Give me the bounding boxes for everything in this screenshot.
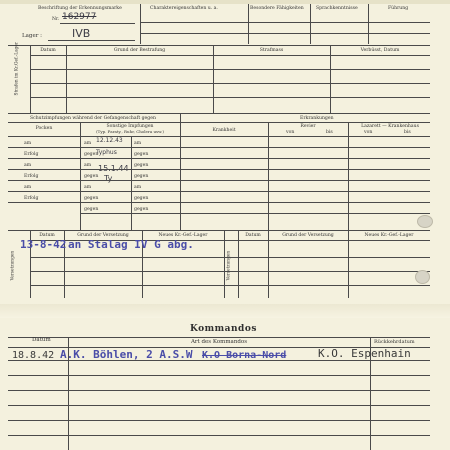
kommandos-rule-2 (8, 375, 430, 376)
vers-col-grund-right: Grund der Versetzung (282, 233, 334, 238)
impfungen-title: Schutzimpfungen während der Gefangenschaft gegen (30, 116, 156, 121)
col-laz-bis: bis (404, 130, 411, 135)
vers-col-grund-left: Grund der Versetzung (77, 233, 129, 238)
nr-value: 162977 (62, 12, 97, 22)
kommandos-rule-1 (8, 360, 430, 361)
strafen-col-datum: Datum (40, 48, 56, 53)
sonstige-am-5: am (134, 185, 142, 190)
versetzungen-top-rule (8, 230, 430, 231)
sonstige-am-3: am (84, 185, 92, 190)
pocken-row-2: Erfolg (24, 152, 39, 157)
faehigkeiten-label: Besondere Fähigkeiten (250, 6, 304, 11)
impf-rule-2 (8, 158, 430, 159)
col-sonstige: Sonstige Impfungen (106, 124, 154, 129)
sonstige-gegen-3: gegen (84, 196, 99, 201)
header-divider-2 (248, 4, 249, 44)
vers-rule-2 (30, 271, 430, 272)
impf-rule-7 (80, 213, 430, 214)
impfungen-top-rule (8, 113, 430, 114)
sonstige-gegen-8: gegen (134, 196, 149, 201)
col-revier-bis: bis (326, 130, 333, 135)
pocken-row-1: am (24, 141, 32, 146)
punch-hole-top (417, 215, 433, 228)
impf-entry-4: Ty (104, 174, 113, 183)
impf-entry-1: 12.12.43 (96, 137, 123, 144)
sonstige-gegen-4: gegen (84, 207, 99, 212)
sonstige-am-1: am (84, 141, 92, 146)
card-fold (0, 304, 450, 318)
impf-rule-3 (8, 169, 430, 170)
strafen-row-1 (30, 55, 430, 56)
impf-rule-4 (8, 180, 430, 181)
vers-col-lager-right: Neues Kr.-Gef.-Lager (364, 233, 414, 238)
vers-rule-1 (30, 257, 430, 258)
col-laz-von: von (364, 130, 373, 135)
vers-col-lager-left: Neues Kr.-Gef.-Lager (158, 233, 208, 238)
kommandos-rule-4 (8, 405, 430, 406)
impfungen-subrule (8, 122, 430, 123)
header-divider-4 (368, 4, 369, 44)
impf-head-rule (8, 136, 430, 137)
kommandos-col-art: Art des Kommandos (190, 339, 248, 345)
erkennungsmarke-label: Beschriftung der Erkennungsmarke (38, 6, 122, 11)
header-line-2 (140, 33, 430, 34)
strafen-col-strafmass: Strafmass (259, 48, 284, 53)
kommandos-col-rueckkehr: Rückkehrdatum (374, 339, 415, 345)
sonstige-am-4: am (134, 141, 142, 146)
versetzungen-side-label-right: Versetzungen (226, 250, 232, 281)
header-divider-3 (310, 4, 311, 44)
nr-underline (60, 23, 135, 24)
strafen-row-4 (30, 97, 430, 98)
vers-entry-text: an Stalag IV G abg. (68, 238, 194, 251)
strafen-row-3 (30, 83, 430, 84)
strafen-side-label: Strafen im Kr.Gef.-Lager (14, 41, 20, 96)
lager-value: IVB (72, 27, 91, 40)
col-pocken: Pocken (35, 126, 53, 131)
sonstige-gegen-1: gegen (84, 152, 99, 157)
kommandos-entry-date: 18.8.42 (12, 350, 55, 361)
col-krankheit: Krankheit (212, 128, 236, 133)
lager-underline (48, 40, 135, 41)
col-lazarett: Lazarett — Krankenhaus (361, 124, 419, 129)
kommandos-entry-right: K.O. Espenhain (318, 347, 411, 360)
header-divider-1 (140, 4, 141, 44)
fuehrung-label: Führung (388, 6, 409, 11)
pocken-row-6: Erfolg (24, 196, 39, 201)
strafen-row-2 (30, 69, 430, 70)
kommandos-col-datum: Datum (32, 337, 51, 343)
pocken-row-3: am (24, 163, 32, 168)
charaktereigenschaften-label: Charaktereigenschaften u. a. (150, 6, 218, 11)
kommandos-top-rule (8, 337, 430, 338)
kommandos-title: Kommandos (190, 324, 257, 334)
pocken-row-5: am (24, 185, 32, 190)
strafen-top-rule (8, 45, 430, 46)
impf-entry-2: Typhus (96, 149, 117, 156)
strafen-col-verbuesst: Verbüsst, Datum (360, 48, 400, 53)
kommandos-entry-struck: K.O Borna-Nord (202, 350, 287, 361)
kommandos-rule-6 (8, 435, 430, 436)
kommandos-entry-text: A.K. Böhlen, 2 A.S.W (60, 348, 193, 361)
erkrankungen-title: Erkrankungen (300, 116, 334, 121)
header-line-1 (140, 22, 430, 23)
col-revier-von: von (286, 130, 295, 135)
lager-label: Lager : (22, 33, 42, 39)
vers-entry-date: 13-8-42 (20, 238, 67, 251)
sonstige-gegen-6: gegen (134, 163, 149, 168)
card-top-edge (0, 0, 450, 4)
kommandos-rule-5 (8, 420, 430, 421)
strafen-col-grund: Grund der Bestrafung (113, 48, 166, 53)
col-revier: Revier (300, 124, 316, 129)
vers-col-datum-left: Datum (39, 233, 55, 238)
impf-rule-5 (8, 191, 430, 192)
nr-label: Nr. (52, 17, 60, 22)
vers-rule-3 (30, 285, 430, 286)
versetzungen-side-label-left: Versetzungen (10, 250, 16, 281)
sprachkenntnisse-label: Sprachkenntnisse (316, 6, 358, 11)
sonstige-gegen-9: gegen (134, 207, 149, 212)
impf-vl-5 (131, 136, 132, 230)
kommandos-rule-3 (8, 390, 430, 391)
impf-rule-1 (8, 147, 430, 148)
sonstige-gegen-2: gegen (84, 174, 99, 179)
sonstige-gegen-5: gegen (134, 152, 149, 157)
impf-entry-3: 15.1.44 (98, 164, 129, 173)
pocken-row-4: Erfolg (24, 174, 39, 179)
impf-rule-6 (8, 202, 430, 203)
sonstige-gegen-7: gegen (134, 174, 149, 179)
sonstige-am-2: am (84, 163, 92, 168)
punch-hole-mid (415, 270, 430, 284)
col-sonstige-sub: (Typ. Paraty., Ruhr, Cholera usw.) (96, 129, 164, 134)
vers-col-datum-right: Datum (245, 233, 261, 238)
